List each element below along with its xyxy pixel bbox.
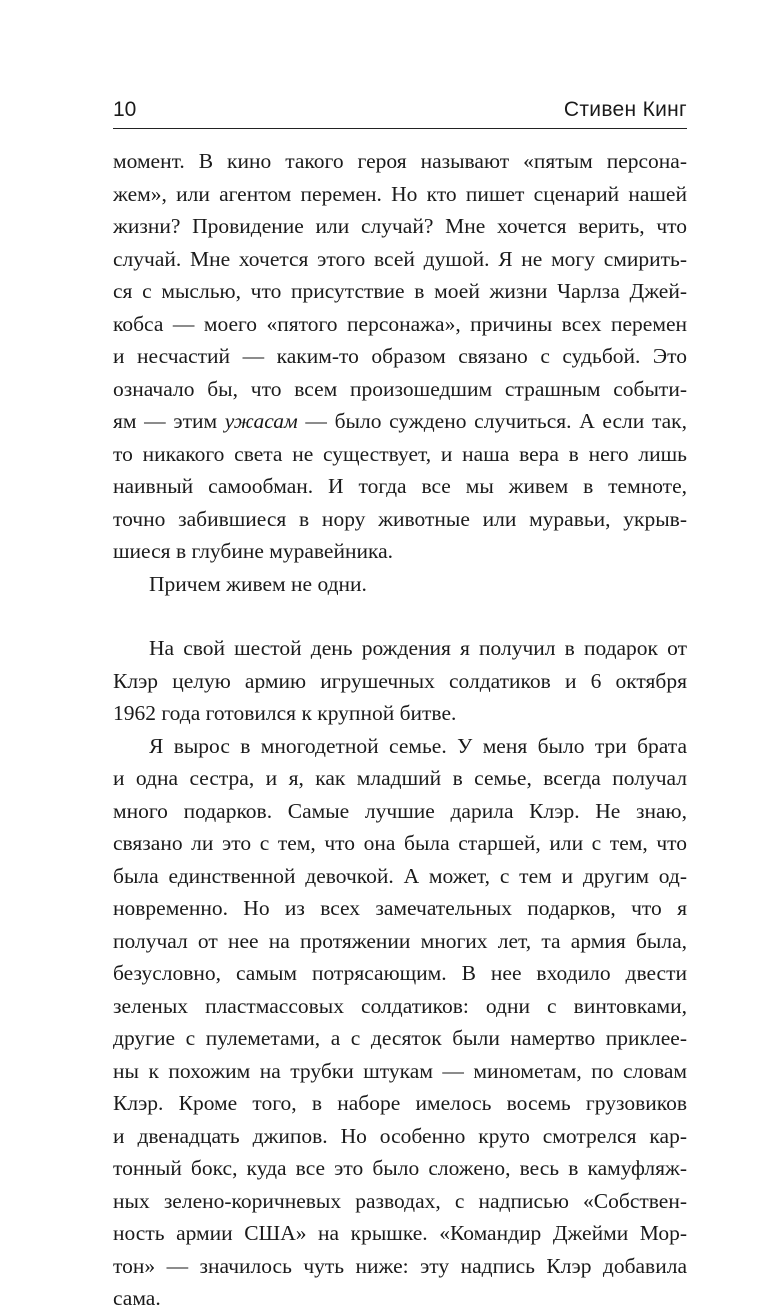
text-line: ся с мыслью, что присутствие в моей жизни Чарлза Джей- (113, 279, 687, 303)
section-break (113, 600, 687, 632)
text-line: была единственной девочкой. А может, с тем и другим од- (113, 863, 687, 888)
text-line: Причем живем не одни. (149, 571, 367, 596)
text-line: точно забившиеся в нору животные или муравьи, укрыв- (113, 506, 687, 531)
text-line: получал от нее на протяжении многих лет, та армия была, (113, 928, 687, 953)
text-line: другие с пулеметами, а с десяток были намертво приклее- (113, 1026, 687, 1050)
text-line: то никакого света не существует, и наша вера в него лишь (113, 441, 687, 466)
text-line: тон» — значилось чуть ниже: эту надпись Клэр добавила (113, 1253, 687, 1278)
text-line: ных зелено-коричневых разводах, с надписью «Собствен- (113, 1188, 687, 1213)
running-title: Стивен Кинг (563, 98, 687, 121)
emphasized-word: ужасам (224, 409, 298, 433)
text-line: На свой шестой день рождения я получил в подарок от (149, 636, 687, 660)
text-line: и несчастий — каким-то образом связано с судьбой. Это (113, 344, 687, 368)
text-line: и одна сестра, и я, как младший в семье, всегда получал (113, 766, 687, 790)
text-line: 1962 года готовился к крупной битве. (113, 701, 457, 725)
text-line: шиеся в глубине муравейника. (113, 539, 394, 563)
text-line: означало бы, что всем произошедшим страшным событи- (113, 376, 687, 401)
text-line: Клэр целую армию игрушечных солдатиков и 6 октября (113, 668, 687, 693)
text-run: ям — этим (113, 409, 225, 433)
text-line: кобса — моего «пятого персонажа», причины всех перемен (113, 311, 687, 336)
text-line: наивный самообман. И тогда все мы живем в темноте, (113, 474, 687, 498)
text-line: сама. (113, 1286, 161, 1310)
text-line: жизни? Провидение или случай? Мне хочется верить, что (113, 214, 687, 238)
text-line: жем», или агентом перемен. Но кто пишет сценарий нашей (113, 181, 687, 206)
text-line: случай. Мне хочется этого всей душой. Я не могу смирить- (113, 246, 687, 271)
text-line: безусловно, самым потрясающим. В нее входило двести (113, 961, 687, 985)
text-line: ны к похожим на трубки штукам — минометам, по словам (113, 1058, 687, 1083)
text-line: зеленых пластмассовых солдатиков: одни с винтовками, (113, 993, 687, 1018)
text-run: — было суждено случиться. А если так, (297, 409, 687, 433)
text-line: Я вырос в многодетной семье. У меня было три брата (149, 733, 687, 758)
text-line: момент. В кино такого героя называют «пятым персона- (113, 149, 687, 173)
text-line: и двенадцать джипов. Но особенно круто смотрелся кар- (113, 1123, 687, 1148)
text-line: Клэр. Кроме того, в наборе имелось восемь грузовиков (113, 1091, 687, 1115)
text-line: много подарков. Самые лучшие дарила Клэр. Не знаю, (113, 798, 687, 823)
text-line: ность армии США» на крышке. «Командир Джейми Мор- (113, 1221, 687, 1245)
text-line: связано ли это с тем, что она была старшей, или с тем, что (113, 831, 687, 855)
text-block-1 (113, 145, 687, 1315)
page-number: 10 (113, 98, 137, 121)
running-header (113, 96, 687, 129)
text-line: тонный бокс, куда все это было сложено, весь в камуфляж- (113, 1156, 687, 1180)
text-line-with-emphasis (113, 405, 687, 438)
text-line: новременно. Но из всех замечательных подарков, что я (113, 896, 687, 920)
